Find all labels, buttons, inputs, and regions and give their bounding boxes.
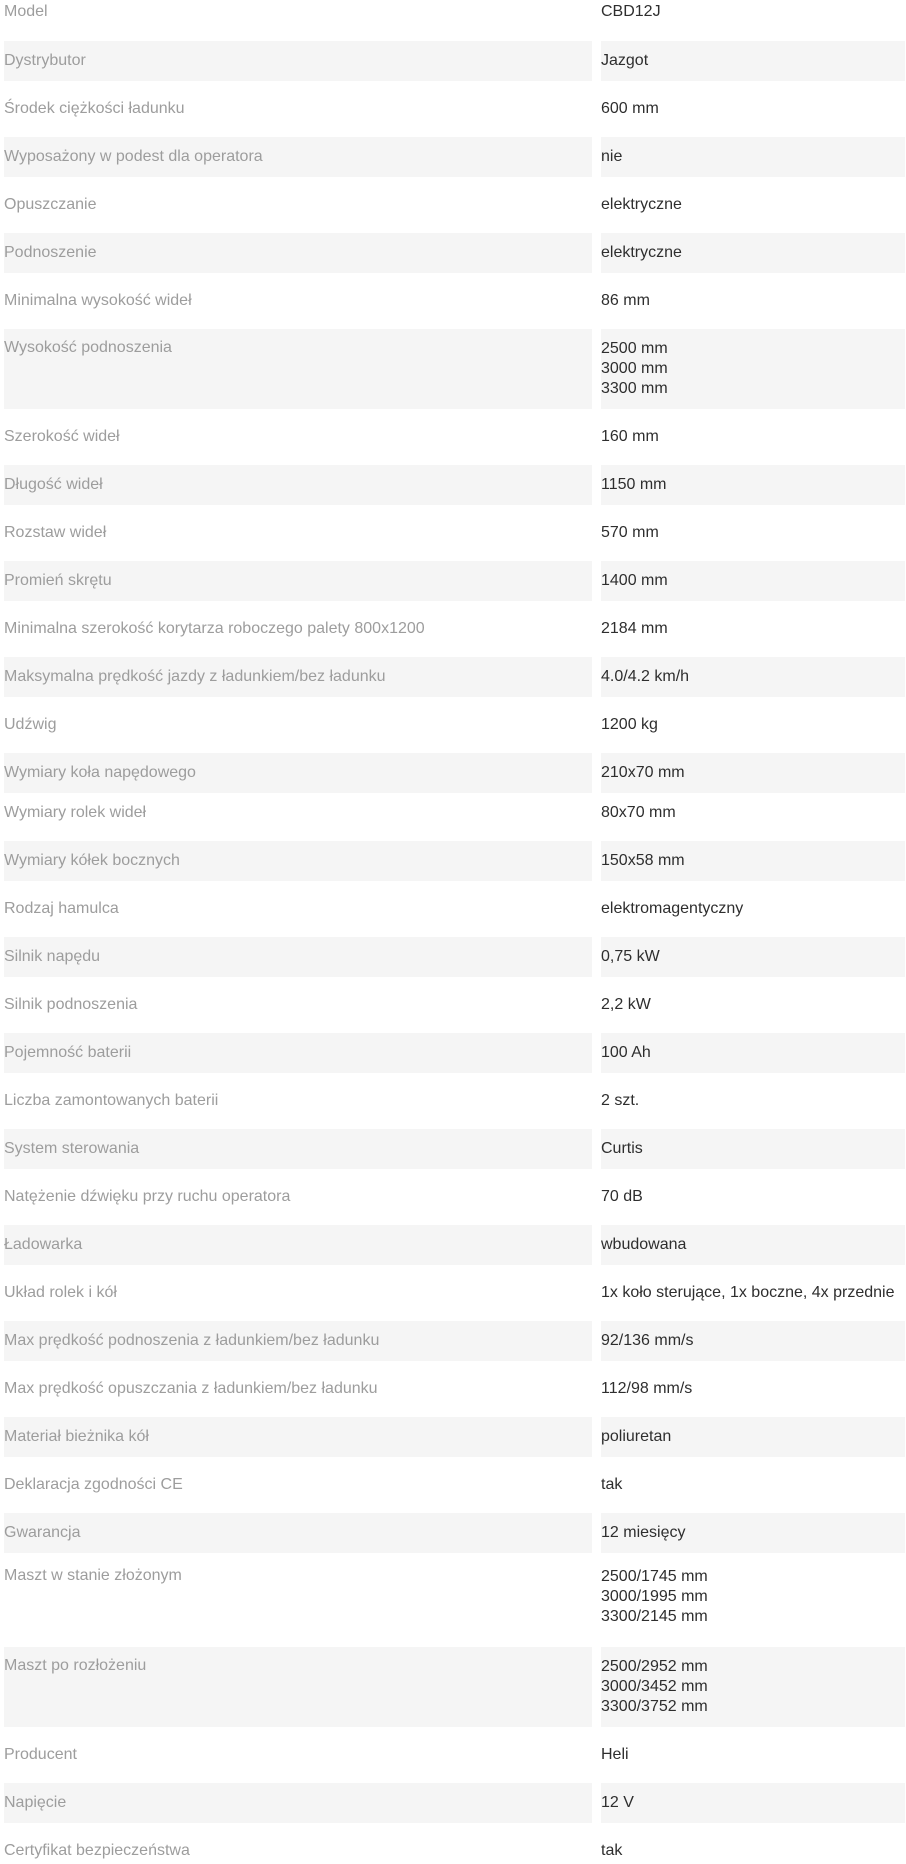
table-row (0, 1783, 906, 1823)
table-row (0, 705, 906, 745)
row-value: 2184 mm (601, 620, 668, 637)
row-value: 2500/1745 mm 3000/1995 mm 3300/2145 mm (601, 1568, 708, 1625)
table-row (0, 1735, 906, 1775)
table-row (0, 1465, 906, 1505)
row-label: Maksymalna prędkość jazdy z ładunkiem/bez ładunku (4, 657, 592, 697)
row-label: Wymiary rolek wideł (4, 804, 147, 821)
row-label: Rozstaw wideł (4, 524, 107, 541)
row-value: 1200 kg (601, 716, 658, 733)
row-value: 160 mm (601, 428, 659, 445)
table-row (0, 1417, 906, 1457)
row-label: Minimalna wysokość wideł (4, 292, 192, 309)
row-label: Deklaracja zgodności CE (4, 1476, 183, 1493)
row-value: 1x koło sterujące, 1x boczne, 4x przednie (601, 1284, 895, 1301)
row-value: 1150 mm (601, 465, 905, 505)
row-label: Silnik napędu (4, 937, 592, 977)
row-value: Heli (601, 1746, 629, 1763)
table-row (0, 513, 906, 553)
table-row (0, 1513, 906, 1553)
row-label: Model (4, 3, 48, 20)
row-label: Gwarancja (4, 1513, 592, 1553)
table-row (0, 1033, 906, 1073)
table-row (0, 1129, 906, 1169)
row-value: 0,75 kW (601, 937, 905, 977)
row-label: Maszt w stanie złożonym (4, 1567, 182, 1584)
row-value: 12 V (601, 1783, 905, 1823)
row-label: Wyposażony w podest dla operatora (4, 137, 592, 177)
row-value: nie (601, 137, 905, 177)
row-value: 4.0/4.2 km/h (601, 657, 905, 697)
row-label: Max prędkość opuszczania z ładunkiem/bez ładunku (4, 1380, 378, 1397)
table-row (0, 137, 906, 177)
row-value: 80x70 mm (601, 804, 676, 821)
row-value: 70 dB (601, 1188, 643, 1205)
table-row (0, 1177, 906, 1217)
table-row (0, 233, 906, 273)
row-label: Długość wideł (4, 465, 592, 505)
row-value: elektryczne (601, 196, 682, 213)
row-value: 210x70 mm (601, 753, 905, 793)
row-label: Ładowarka (4, 1225, 592, 1265)
row-label: System sterowania (4, 1129, 592, 1169)
row-value: 2,2 kW (601, 996, 651, 1013)
table-row (0, 937, 906, 977)
table-row (0, 89, 906, 129)
table-row (0, 41, 906, 81)
row-label: Minimalna szerokość korytarza roboczego palety 800x1200 (4, 620, 425, 637)
table-row (0, 281, 906, 321)
table-row (0, 889, 906, 929)
table-row (0, 609, 906, 649)
row-value: 86 mm (601, 292, 650, 309)
row-label: Materiał bieżnika kół (4, 1417, 592, 1457)
row-value: 100 Ah (601, 1033, 905, 1073)
row-value: tak (601, 1476, 623, 1493)
row-value: elektromagentyczny (601, 900, 744, 917)
row-label: Podnoszenie (4, 233, 592, 273)
row-label: Rodzaj hamulca (4, 900, 119, 917)
row-label: Producent (4, 1746, 77, 1763)
row-value: Curtis (601, 1129, 905, 1169)
row-value: tak (601, 1842, 623, 1859)
row-value: 1400 mm (601, 561, 905, 601)
row-label: Pojemność baterii (4, 1033, 592, 1073)
row-label: Wysokość podnoszenia (4, 329, 592, 409)
row-value: CBD12J (601, 3, 661, 20)
row-label: Szerokość wideł (4, 428, 120, 445)
table-row (0, 1647, 906, 1727)
row-value: 2500/2952 mm 3000/3452 mm 3300/3752 mm (601, 1647, 905, 1727)
row-label: Wymiary kółek bocznych (4, 841, 592, 881)
table-row (0, 753, 906, 793)
row-value: poliuretan (601, 1417, 905, 1457)
table-row (0, 185, 906, 225)
row-label: Dystrybutor (4, 41, 592, 81)
row-value: 570 mm (601, 524, 659, 541)
row-value: wbudowana (601, 1225, 905, 1265)
table-row (0, 329, 906, 409)
row-label: Opuszczanie (4, 196, 97, 213)
row-label: Wymiary koła napędowego (4, 753, 592, 793)
row-value: elektryczne (601, 233, 905, 273)
table-row (0, 1273, 906, 1313)
table-row (0, 561, 906, 601)
row-value: 150x58 mm (601, 841, 905, 881)
table-row (0, 417, 906, 457)
table-row (0, 1225, 906, 1265)
row-value: Jazgot (601, 41, 905, 81)
row-value: 12 miesięcy (601, 1513, 905, 1553)
row-label: Maszt po rozłożeniu (4, 1647, 592, 1727)
table-row (0, 1321, 906, 1361)
row-value: 2 szt. (601, 1092, 640, 1109)
table-row (0, 465, 906, 505)
table-row (0, 1369, 906, 1409)
row-value: 112/98 mm/s (601, 1380, 693, 1397)
row-label: Liczba zamontowanych baterii (4, 1092, 219, 1109)
table-row (0, 841, 906, 881)
row-label: Udźwig (4, 716, 57, 733)
row-value: 2500 mm 3000 mm 3300 mm (601, 329, 905, 409)
table-row (0, 793, 906, 833)
row-value: 92/136 mm/s (601, 1321, 905, 1361)
row-label: Max prędkość podnoszenia z ładunkiem/bez ładunku (4, 1321, 592, 1361)
table-row (0, 1561, 906, 1641)
table-row (0, 0, 906, 40)
row-label: Napięcie (4, 1783, 592, 1823)
row-label: Środek ciężkości ładunku (4, 100, 185, 117)
row-value: 600 mm (601, 100, 659, 117)
table-row (0, 985, 906, 1025)
row-label: Certyfikat bezpieczeństwa (4, 1842, 190, 1859)
table-row (0, 657, 906, 697)
row-label: Promień skrętu (4, 561, 592, 601)
table-row (0, 1081, 906, 1121)
row-label: Natężenie dźwięku przy ruchu operatora (4, 1188, 291, 1205)
row-label: Układ rolek i kół (4, 1284, 117, 1301)
row-label: Silnik podnoszenia (4, 996, 138, 1013)
table-row (0, 1831, 906, 1864)
